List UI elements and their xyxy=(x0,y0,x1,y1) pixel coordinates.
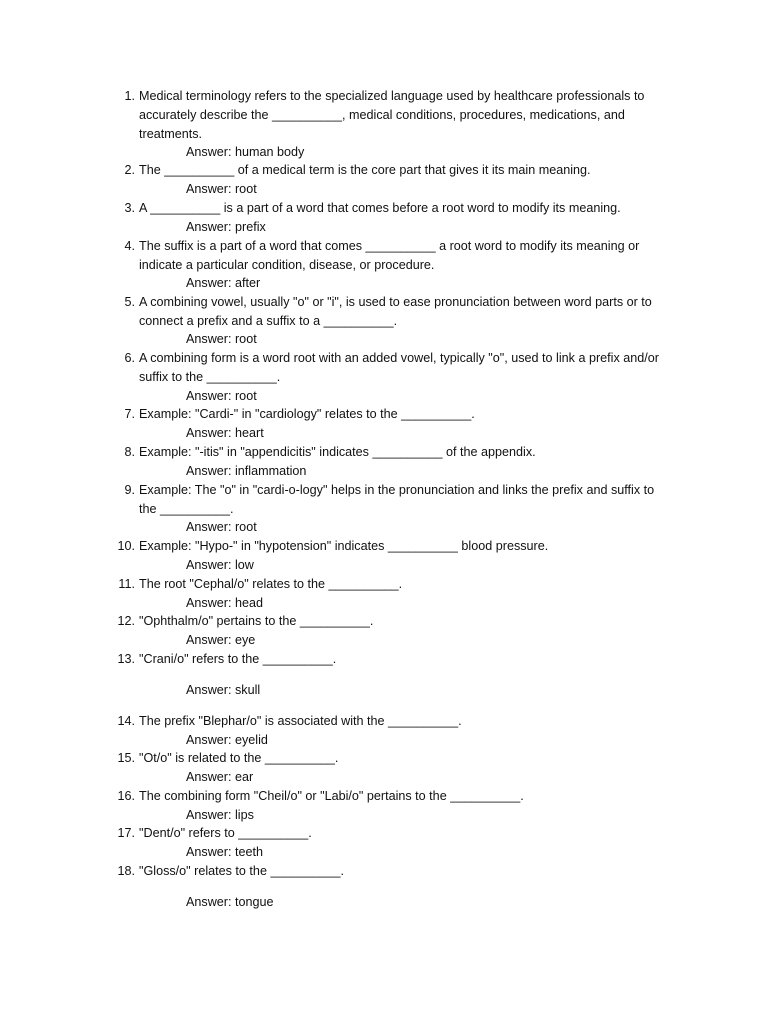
question-number: 5. xyxy=(124,295,135,309)
answer-text: Answer: skull xyxy=(186,683,261,697)
question-number: 7. xyxy=(124,407,135,421)
answer-text: Answer: low xyxy=(186,558,254,572)
question-number: 2. xyxy=(124,163,135,177)
question-number: 13. xyxy=(117,652,135,666)
question-text: "Ophthalm/o" pertains to the __________. xyxy=(139,614,374,628)
answer-text: Answer: prefix xyxy=(186,220,266,234)
question-text: Example: "-itis" in "appendicitis" indicates __________ of the appendix. xyxy=(139,445,536,459)
question-text: A __________ is a part of a word that comes before a root word to modify its meaning. xyxy=(139,201,621,215)
question-text: "Dent/o" refers to __________. xyxy=(139,826,312,840)
question-number: 8. xyxy=(124,445,135,459)
answer-text: Answer: teeth xyxy=(186,845,264,859)
question-number: 16. xyxy=(117,789,135,803)
question-text: "Gloss/o" relates to the __________. xyxy=(139,864,344,878)
question-text: The combining form "Cheil/o" or "Labi/o" pertains to the __________. xyxy=(139,789,524,803)
question-number: 12. xyxy=(117,614,135,628)
question-text: A combining form is a word root with an added vowel, typically "o", used to link a prefix and/or suffix to the __________. xyxy=(139,351,659,384)
question-number: 14. xyxy=(117,714,135,728)
answer-text: Answer: eyelid xyxy=(186,733,268,747)
answer-text: Answer: tongue xyxy=(186,895,274,909)
answer-text: Answer: root xyxy=(186,389,257,403)
answer-text: Answer: head xyxy=(186,596,264,610)
question-text: The prefix "Blephar/o" is associated with the __________. xyxy=(139,714,462,728)
answer-text: Answer: human body xyxy=(186,145,305,159)
question-text: Medical terminology refers to the specialized language used by healthcare professionals to accurately describe the __________, medical conditions, procedures, medications, and treatments. xyxy=(139,89,645,141)
question-text: Example: The "o" in "cardi-o-logy" helps in the pronunciation and links the prefix and suffix to the __________. xyxy=(139,483,655,516)
question-text: Example: "Cardi-" in "cardiology" relates to the __________. xyxy=(139,407,475,421)
question-number: 6. xyxy=(124,351,135,365)
question-number: 15. xyxy=(117,751,135,765)
question-text: "Crani/o" refers to the __________. xyxy=(139,652,337,666)
question-text: The suffix is a part of a word that comes __________ a root word to modify its meaning or indicate a particular condition, disease, or procedure. xyxy=(139,239,640,272)
answer-text: Answer: root xyxy=(186,332,257,346)
question-text: The root "Cephal/o" relates to the __________. xyxy=(139,577,403,591)
answer-text: Answer: inflammation xyxy=(186,464,307,478)
answer-text: Answer: root xyxy=(186,182,257,196)
question-text: Example: "Hypo-" in "hypotension" indicates __________ blood pressure. xyxy=(139,539,549,553)
question-number: 1. xyxy=(124,89,135,103)
question-number: 11. xyxy=(118,577,135,591)
answer-text: Answer: after xyxy=(186,276,261,290)
question-number: 9. xyxy=(124,483,135,497)
question-text: "Ot/o" is related to the __________. xyxy=(139,751,339,765)
answer-text: Answer: lips xyxy=(186,808,254,822)
question-number: 3. xyxy=(124,201,135,215)
question-number: 17. xyxy=(117,826,135,840)
question-text: The __________ of a medical term is the core part that gives it its main meaning. xyxy=(139,163,591,177)
question-number: 10. xyxy=(117,539,135,553)
answer-text: Answer: eye xyxy=(186,633,256,647)
question-number: 4. xyxy=(124,239,135,253)
answer-text: Answer: ear xyxy=(186,770,254,784)
answer-text: Answer: heart xyxy=(186,426,264,440)
question-number: 18. xyxy=(117,864,135,878)
question-text: A combining vowel, usually "o" or "i", is used to ease pronunciation between word parts or to connect a prefix and a suffix to a __________. xyxy=(139,295,652,328)
answer-text: Answer: root xyxy=(186,520,257,534)
